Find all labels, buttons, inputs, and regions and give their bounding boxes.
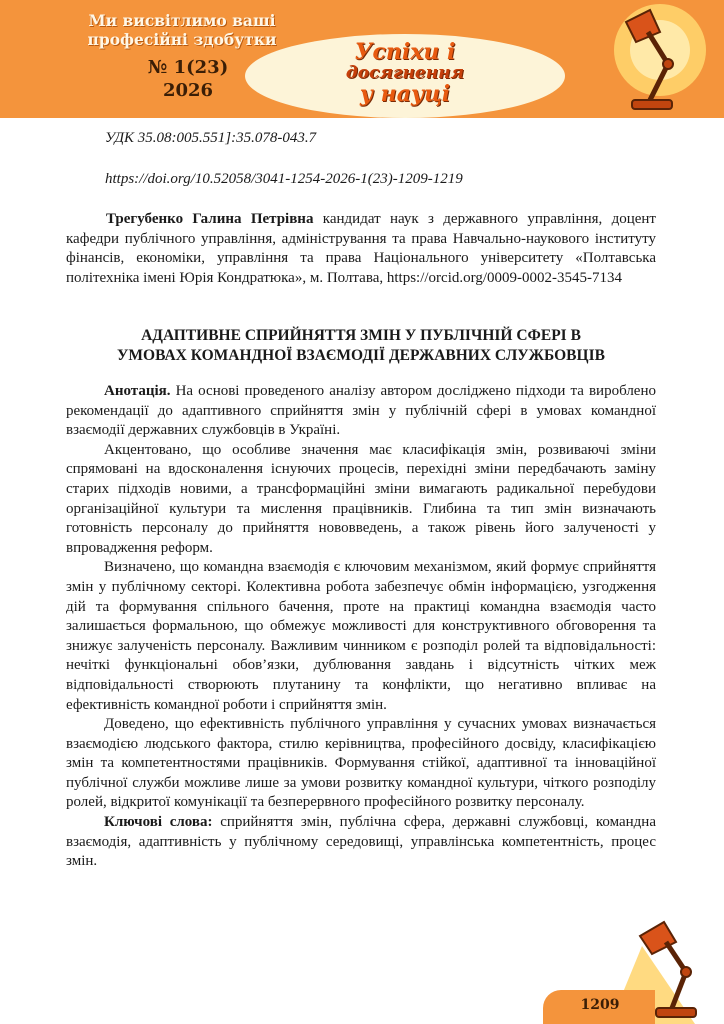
journal-header-banner (0, 0, 724, 118)
journal-slogan (72, 11, 292, 49)
abstract (66, 382, 656, 872)
keywords-text: сприйняття змін, публічна сфера, державні службовці, командна взаємодія, адаптивність у публічному середовищі, управлінська компетентність, процес змін. (66, 814, 656, 870)
keywords-label: Ключові слова: (104, 814, 213, 831)
abstract-paragraph-4: Доведено, що ефективність публічного управління у сучасних умовах визначається взаємодією людського фактора, стилю керівництва, професійного досвіду, класифікацією змін та компетентностями працівників. Формування стійкої, адаптивної та інноваційної публічної служби можливе лише за умови розвитку командної культури, чіткого розподілу ролей, відкритої комунікації та безперервного професійного розвитку персоналу. (66, 716, 656, 811)
article-title (66, 326, 656, 366)
author-affiliation: кандидат наук з державного управління, доцент кафедри публічного управління, адміністрування та права Навчально-наукового інституту фінансів, економіки, управління та права Національного університету «Полтавська політехніка імені Юрія Кондратюка», м. Полтава, https://orcid.org/0009-0002-3545-7134 (66, 211, 656, 286)
abstract-paragraph-1 (66, 382, 656, 441)
journal-title-line-2: досягнення (345, 63, 465, 83)
article-title-line-1: АДАПТИВНЕ СПРИЙНЯТТЯ ЗМІН У ПУБЛІЧНІЙ СФЕРІ В (141, 327, 581, 344)
abstract-text-1: На основі проведеного аналізу автором досліджено підходи та вироблено рекомендації до адаптивного сприйняття змін у публічній сфері в умовах командної взаємодії державних службовців в Україні. (66, 383, 656, 439)
slogan-line-1: Ми висвітлимо ваші (88, 11, 276, 30)
abstract-label: Анотація. (104, 383, 171, 399)
udk-code: УДК 35.08:005.551]:35.078-043.7 (105, 130, 317, 146)
journal-title-line-3: у науці (359, 81, 451, 107)
issue-number: № 1(23) (147, 57, 229, 78)
author-block (66, 210, 656, 288)
article-title-line-2: УМОВАХ КОМАНДНОЇ ВЗАЄМОДІЇ ДЕРЖАВНИХ СЛУЖБОВЦІВ (117, 347, 605, 364)
journal-title (280, 40, 530, 106)
page-number: 1209 (580, 997, 620, 1013)
journal-title-line-1: Успіхи і (354, 39, 456, 65)
issue-info (133, 57, 243, 103)
slogan-line-2: професійні здобутки (87, 30, 277, 49)
desk-lamp-icon (598, 2, 708, 117)
author-name: Трегубенко Галина Петрівна (106, 211, 314, 227)
abstract-paragraph-3: Визначено, що командна взаємодія є ключовим механізмом, який формує сприйняття змін у публічному секторі. Колективна робота забезпечує обмін інформацією, узгодження дій та формування спільного бачення, проте на практиці командна взаємодія часто залишається формальною, що обмежує можливості для конструктивного обговорення та знижує залученість персоналу. Важливим чинником є розподіл ролей та відповідальності: нечіткі функціональні обов’язки, дублювання завдань і відсутність чітких меж відповідальності створюють плутанину та конфлікти, що негативно впливає на ефективність командної роботи і сприйняття змін. (66, 559, 656, 713)
abstract-paragraph-2: Акцентовано, що особливе значення має класифікація змін, розвиваючі зміни спрямовані на вдосконалення існуючих процесів, перехідні зміни передбачають заміну старих підходів новими, а трансформаційні зміни вимагають радикальної перебудови організаційної культури та мислення працівників. Глибина та тип змін визначають готовність персоналу до прийняття нововведень, а також рівень його залученості у впровадження реформ. (66, 441, 656, 556)
issue-year: 2026 (162, 80, 214, 101)
doi-link[interactable]: https://doi.org/10.52058/3041-1254-2026-1(23)-1209-1219 (105, 171, 463, 187)
keywords-paragraph (66, 813, 656, 872)
